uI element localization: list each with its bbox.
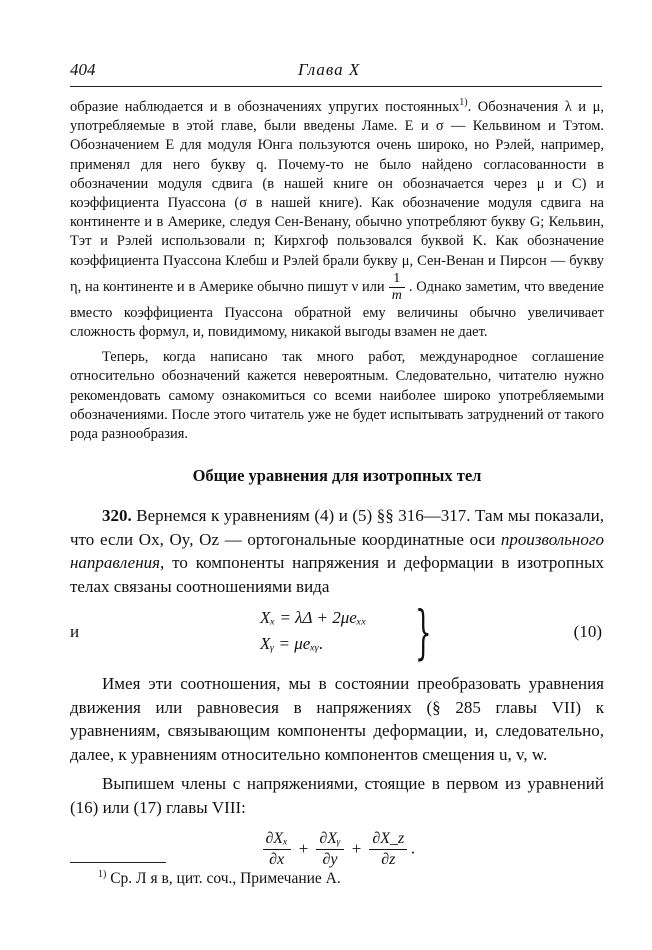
- paragraph-320: 320. Вернемся к уравнениям (4) и (5) §§ 316—317. Там мы показали, что если Ox, Oy, Oz — ортогональные координатные оси произвольного направления, то компоненты напряжения и деформации в изотропных телах связаны соотношениями вида: [70, 506, 604, 596]
- page-number: 404: [70, 60, 96, 79]
- equation-line-2: Xᵧ = μeₓᵧ.: [260, 634, 324, 654]
- equation-lead: и: [70, 622, 80, 642]
- footnote-mark: 1): [98, 868, 107, 880]
- footnote-text: Ср. Л я в, цит. соч., Примечание А.: [106, 870, 341, 887]
- section-title: Общие уравнения для изотропных тел: [192, 466, 482, 486]
- footnote: [98, 870, 341, 888]
- equation-number: (10): [573, 622, 602, 642]
- fraction-2: $\frac{\text{∂Xᵧ}}{\partial y}$: [316, 829, 343, 870]
- paragraph-stress-terms: Выпишем члены с напряжениями, стоящие в первом из уравнений (16) или (17) главы VIII:: [70, 774, 604, 817]
- paragraph-transform: Имея эти соотношения, мы в состоянии преобразовать уравнения движения или равновесия в напряжениях (§ 285 главы VII) к уравнениям, связывающим компоненты деформации, и, следовательно, далее, к уравнениям относительно компонентов смещения u, v, w.: [70, 674, 604, 764]
- footnote-ref[interactable]: 1): [459, 97, 468, 109]
- equation-line-1: Xₓ = λΔ + 2μeₓₓ: [260, 608, 367, 628]
- equation-10: [70, 598, 604, 667]
- page-header: [70, 60, 602, 84]
- page-body: [70, 98, 604, 870]
- header-rule: [70, 86, 602, 87]
- section-number: 320.: [102, 506, 132, 526]
- footnote-rule: [70, 862, 166, 863]
- equation-stress-terms: $\frac{\text{∂Xₓ}}{\partial x}$ + $\frac{\text{∂Xᵧ}}{\partial y}$ + $\frac{\partial X\_z}{\partial z}$ .: [70, 829, 604, 870]
- right-brace: }: [415, 598, 432, 667]
- inline-fraction: $\frac{1}{m}$: [389, 271, 405, 304]
- running-title: Глава X: [298, 60, 361, 79]
- paragraph-notation: образие наблюдается и в обозначениях упругих постоянных$^{1)}$. Обозначения λ и μ, употребляемые в этой главе, были введены Ламе. E и σ — Кельвином и Тэтом. Обозначением E для модуля Юнга пользуются очень широко, но Рэлей, например, применял для него букву q. Почему-то не было найдено согласованности в обозначении модуля сдвига (в нашей книге он обозначается через μ и C) и коэффициента Пуассона (σ в нашей книге). Как обозначение модуля сдвига на континенте и в Америке, следуя Сен-Венану, обычно употребляют букву G; Кельвин, Тэт и Рэлей использовали n; Кирхгоф пользовался буквой K. Как обозначение коэффициента Пуассона Клебш и Рэлей брали букву μ, Сен-Венан и Пирсон — букву η, на континенте и в Америке обычно пишут ν или $\frac{1}{m}$ . Однако заметим, что введение вместо коэффициента Пуассона обратной ему величины обычно увеличивает сложность формул, и, повидимому, никакой выгоды взамен не дает.: [70, 97, 604, 341]
- fraction-1: $\frac{\text{∂Xₓ}}{\partial x}$: [263, 829, 291, 870]
- emphasis: произвольного направления: [70, 529, 604, 573]
- fraction-3: $\frac{\partial X\_z}{\partial z}$: [369, 829, 407, 870]
- paragraph-agreement: Теперь, когда написано так много работ, международное соглашение относительно обозначений кажется невероятным. Следовательно, читателю нужно рекомендовать самому ознакомиться со всеми наиболее широко употребляемыми обозначениями. После этого читатель уже не будет испытывать затруднений от такого рода разнообразия.: [70, 349, 604, 443]
